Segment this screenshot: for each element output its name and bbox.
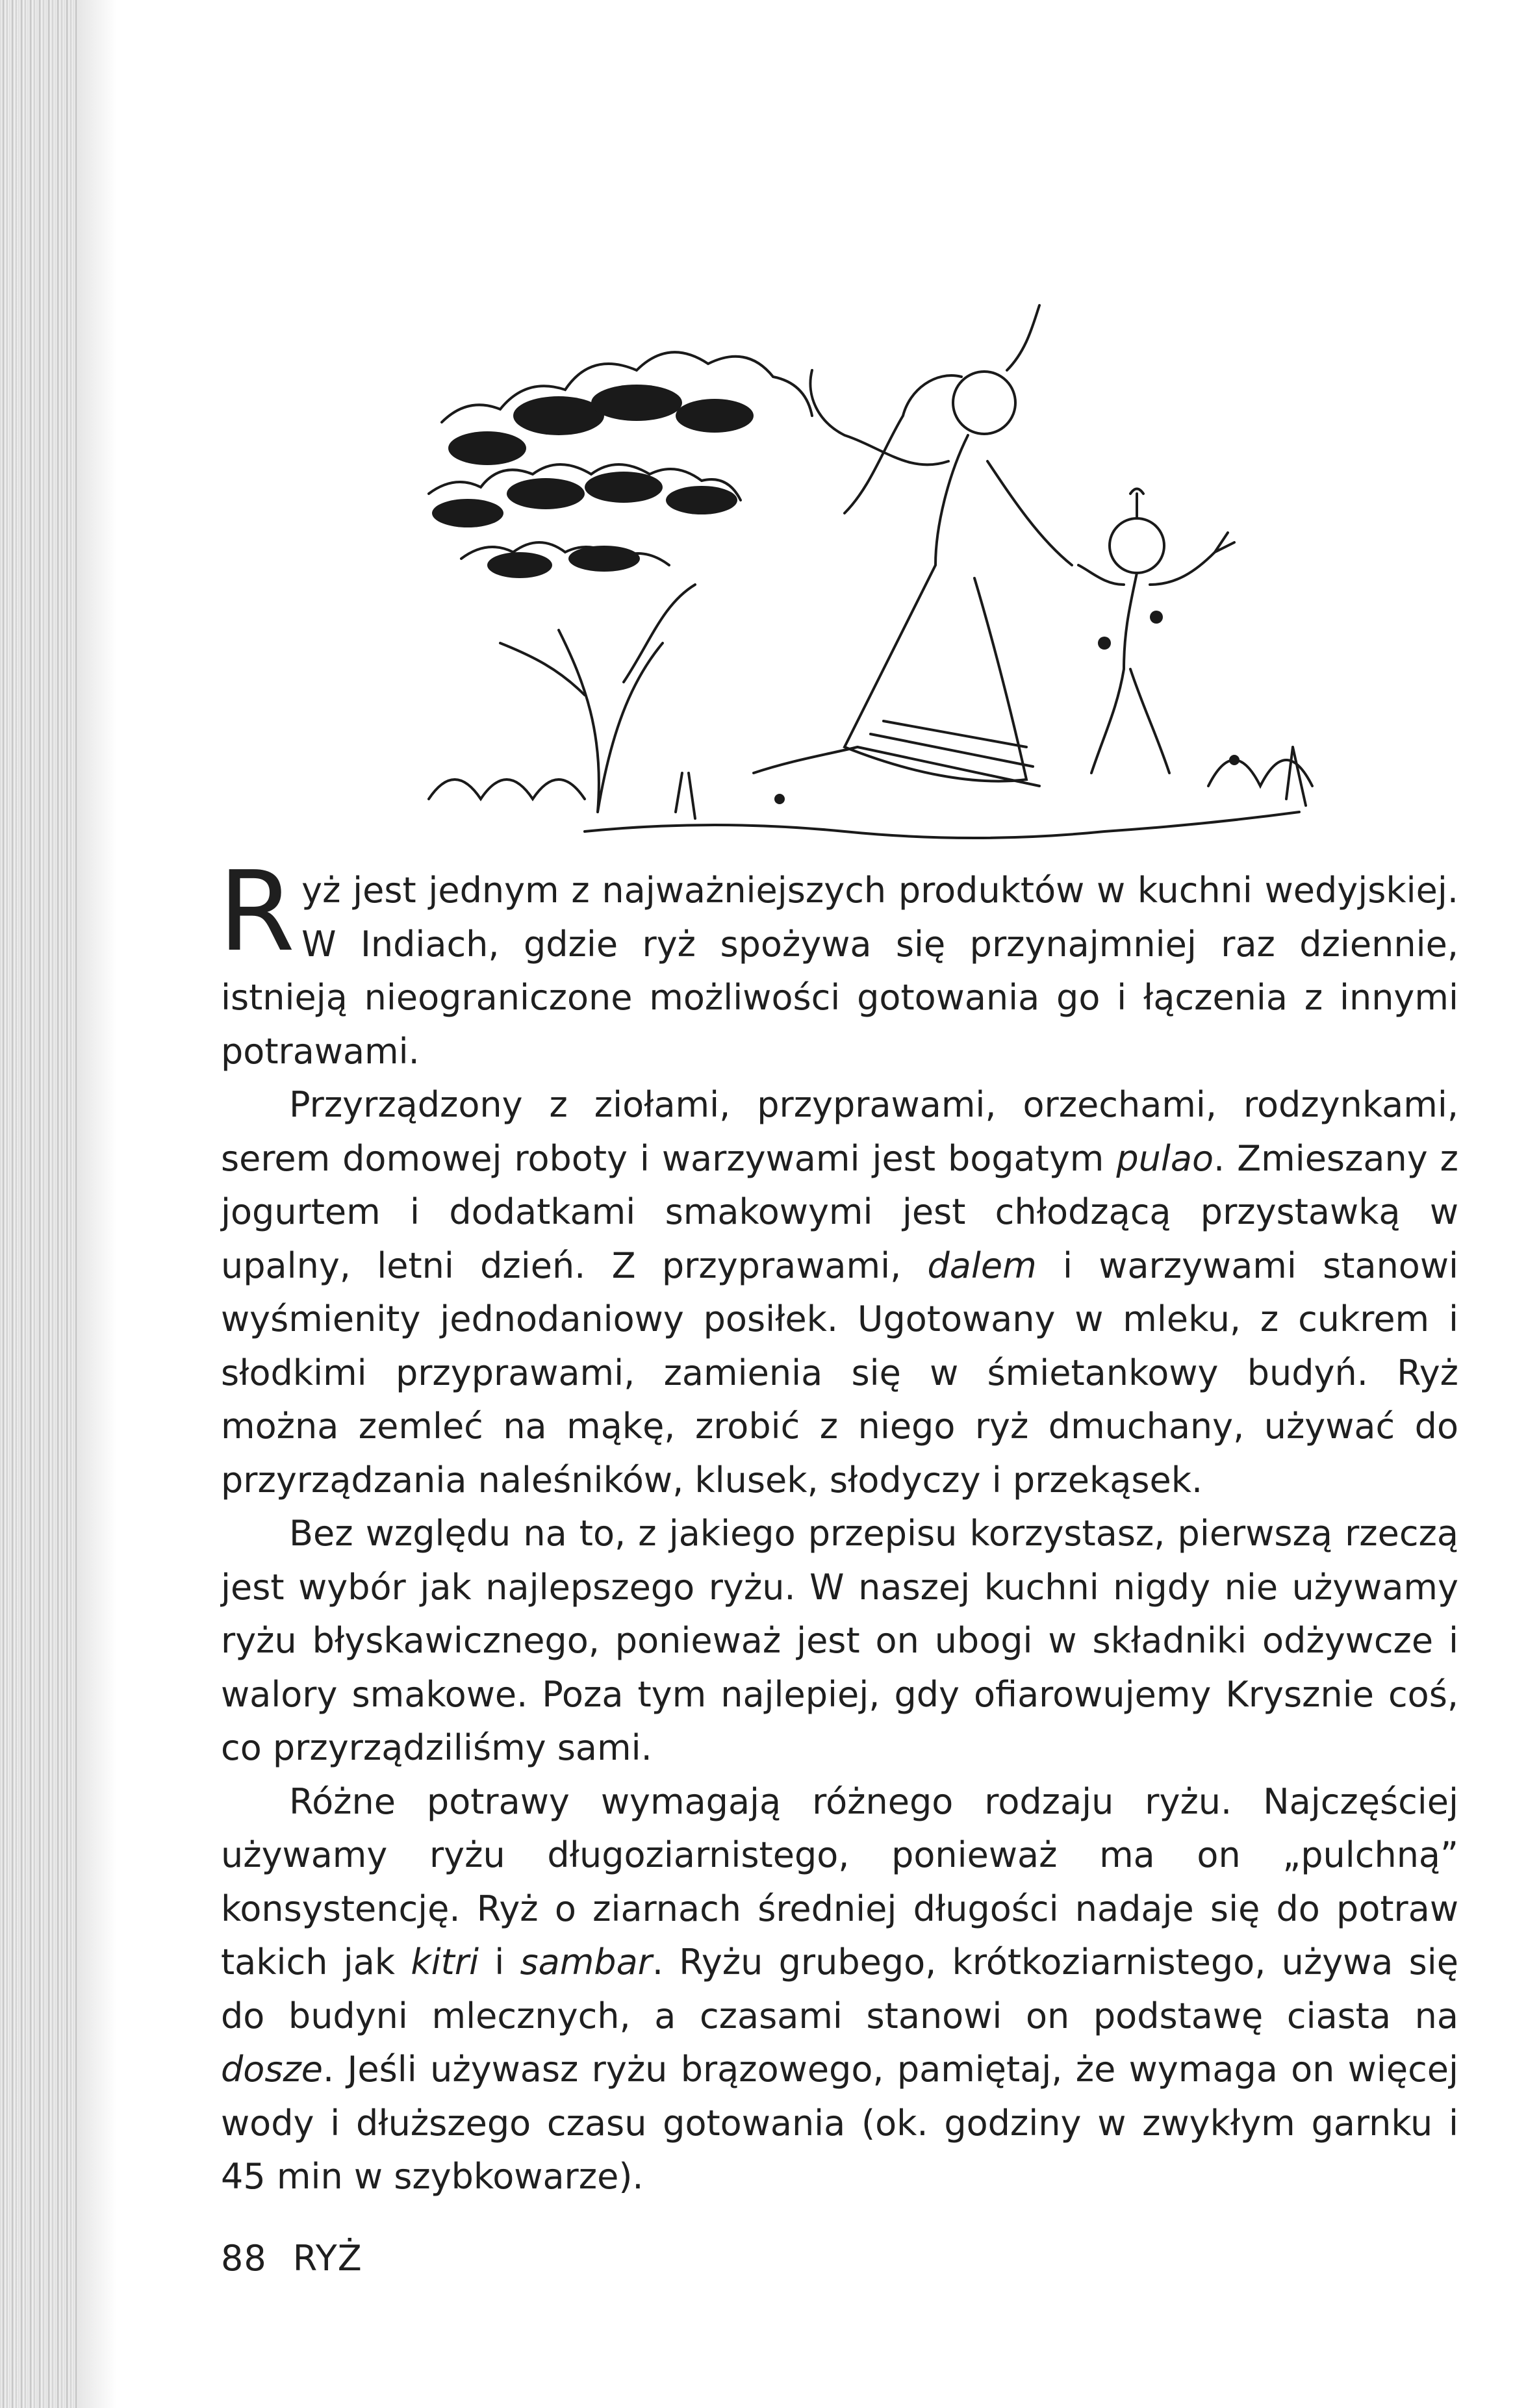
p4-term-kitri: kitri	[411, 1942, 479, 1983]
running-section-title: RYŻ	[292, 2238, 362, 2279]
book-gutter	[0, 0, 78, 2408]
p4-seg-0: Różne potrawy wymagają różnego rodzaju ryżu. Najczęściej używamy ryżu długoziarnistego, ponieważ ma on „pulchną” konsystencję. Ryż o ziarnach średniej długości nadaje się do potraw takich jak	[221, 1781, 1458, 1983]
drop-cap: R	[218, 848, 296, 976]
p4-term-dosze: dosze	[221, 2049, 324, 2090]
tree-mother-child-illustration-icon	[390, 279, 1364, 851]
paragraph-1	[218, 848, 1458, 1078]
p2-seg-2: . Zmieszany z jogurtem i dodatkami smakowymi jest chłodzącą przystawką w upalny, letni dzień. Z przyprawami,	[221, 1137, 1458, 1286]
p2-term-pulao: pulao	[1116, 1137, 1214, 1179]
p2-term-dalem: dalem	[927, 1245, 1037, 1286]
p2-seg-0: Przyrządzony z ziołami, przyprawami, orzechami, rodzynkami, serem domowej roboty i warzywami jest bogatym	[221, 1084, 1458, 1179]
p4-seg-4: . Ryżu grubego, krótkoziarnistego, używa się do budyni mlecznych, a czasami stanowi on podstawę ciasta na	[221, 1942, 1458, 2036]
p4-seg-6: . Jeśli używasz ryżu brązowego, pamiętaj, że wymaga on więcej wody i dłuższego czasu gotowania (ok. godziny w zwykłym garnku i 45 min w szybkowarze).	[221, 2049, 1458, 2197]
p4-term-sambar: sambar	[520, 1942, 652, 1983]
paragraph-3	[221, 1507, 1458, 1775]
body-text	[218, 848, 1458, 2204]
paragraph-4	[221, 1775, 1458, 2204]
page-number: 88	[221, 2238, 267, 2279]
p2-seg-4: i warzywami stanowi wyśmienity jednodaniowy posiłek. Ugotowany w mleku, z cukrem i słodkimi przyprawami, zamienia się w śmietankowy budyń. Ryż można zemleć na mąkę, zrobić z niego ryż dmuchany, używać do przyrządzania naleśników, klusek, słodyczy i przekąsek.	[221, 1245, 1458, 1501]
gutter-shadow	[78, 0, 117, 2408]
page-footer	[221, 2238, 362, 2279]
paragraph-2	[221, 1078, 1458, 1507]
p4-seg-2: i	[478, 1942, 520, 1983]
p1-seg-0: yż jest jednym z najważniejszych produktów w kuchni wedyjskiej. W Indiach, gdzie ryż spożywa się przynajmniej raz dziennie, istnieją nieograniczone możliwości gotowania go i łączenia z innymi potrawami.	[221, 870, 1458, 1072]
p3-seg-0: Bez względu na to, z jakiego przepisu korzystasz, pierwszą rzeczą jest wybór jak najlepszego ryżu. W naszej kuchni nigdy nie używamy ryżu błyskawicznego, ponieważ jest on ubogi w składniki odżywcze i walory smakowe. Poza tym najlepiej, gdy ofiarowujemy Krysznie coś, co przyrządziliśmy sami.	[221, 1513, 1458, 1768]
